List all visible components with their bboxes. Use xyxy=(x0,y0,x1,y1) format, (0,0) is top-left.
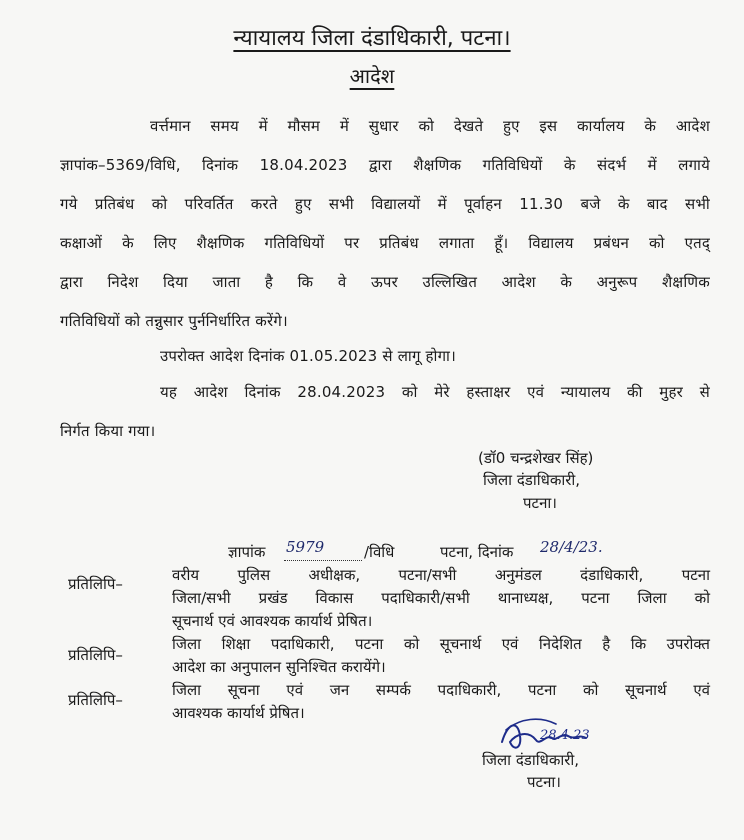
copy-2-label: प्रतिलिपि– xyxy=(68,646,123,664)
paragraph-1-line-1: वर्त्तमान समय में मौसम में सुधार को देखते हुए इस कार्यालय के आदेश xyxy=(150,117,710,135)
signatory-designation: जिला दंडाधिकारी, xyxy=(483,471,581,489)
memo-prefix: ज्ञापांक xyxy=(228,543,266,561)
copy-1-line-2: जिला/सभी प्रखंड विकास पदाधिकारी/सभी थानाध्यक्ष, पटना जिला को xyxy=(172,589,710,607)
memo-section: /विधि xyxy=(364,543,395,561)
paragraph-1-line-6: गतिविधियों को तन्नुसार पुर्ननिर्धारित करेंगे। xyxy=(60,312,288,330)
copy-3-label: प्रतिलिपि– xyxy=(68,691,123,709)
footer-designation: जिला दंडाधिकारी, xyxy=(482,751,580,769)
paragraph-1-line-2: ज्ञापांक–5369/विधि, दिनांक 18.04.2023 द्वारा शैक्षणिक गतिविधियों के संदर्भ में लगाये xyxy=(60,156,710,174)
order-heading: आदेश xyxy=(349,64,395,88)
copy-2-line-2: आदेश का अनुपालन सुनिश्चित करायेंगे। xyxy=(172,658,386,676)
copy-2-line-1: जिला शिक्षा पदाधिकारी, पटना को सूचनार्थ एवं निदेशित है कि उपरोक्त xyxy=(172,635,710,653)
paragraph-1-line-3: गये प्रतिबंध को परिवर्तित करते हुए सभी विद्यालयों में पूर्वाहन 11.30 बजे के बाद सभी xyxy=(60,195,710,213)
copy-3-line-2: आवश्यक कार्यार्थ प्रेषित। xyxy=(172,704,305,722)
copy-3-line-1: जिला सूचना एवं जन सम्पर्क पदाधिकारी, पटना को सूचनार्थ एवं xyxy=(172,681,710,699)
signature-initials-date: 28.4.23 xyxy=(540,728,590,743)
memo-date: 28/4/23. xyxy=(540,538,603,556)
effective-date-line: उपरोक्त आदेश दिनांक 01.05.2023 से लागू होगा। xyxy=(160,347,457,365)
signatory-name: (डॉ0 चन्द्रशेखर सिंह) xyxy=(478,449,594,467)
paragraph-1-line-5: द्वारा निदेश दिया जाता है कि वे ऊपर उल्लिखित आदेश के अनुरूप शैक्षणिक xyxy=(60,273,710,291)
copy-1-line-3: सूचनार्थ एवं आवश्यक कार्यार्थ प्रेषित। xyxy=(172,612,373,630)
paragraph-3-line-1: यह आदेश दिनांक 28.04.2023 को मेरे हस्ताक्षर एवं न्यायालय की मुहर से xyxy=(160,383,710,401)
paragraph-3-line-2: निर्गत किया गया। xyxy=(60,422,156,440)
memo-number: 5979 xyxy=(286,538,325,556)
copy-1-line-1: वरीय पुलिस अधीक्षक, पटना/सभी अनुमंडल दंडाधिकारी, पटना xyxy=(172,566,710,584)
copy-1-label: प्रतिलिपि– xyxy=(68,575,123,593)
memo-number-dotline xyxy=(284,560,362,561)
signatory-place: पटना। xyxy=(523,494,557,512)
memo-city-date-label: पटना, दिनांक xyxy=(440,543,514,561)
footer-place: पटना। xyxy=(527,773,561,791)
court-title: न्यायालय जिला दंडाधिकारी, पटना। xyxy=(233,26,511,51)
paragraph-1-line-4: कक्षाओं के लिए शैक्षणिक गतिविधियों पर प्रतिबंध लगाता हूँ। विद्यालय प्रबंधन को एतद् xyxy=(60,234,710,252)
